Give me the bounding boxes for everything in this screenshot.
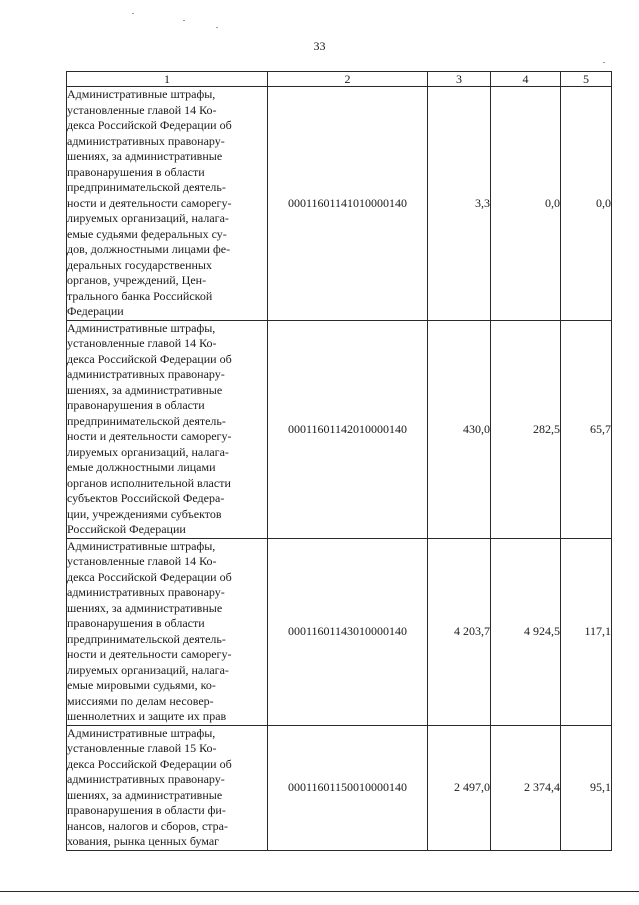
table-row (67, 87, 612, 321)
description-line: предпринимательской деятель- (67, 631, 226, 646)
description-line: Федерации (67, 304, 124, 318)
description-line: деральных государственных (67, 257, 212, 272)
description-line: декса Российской Федерации об (67, 569, 232, 584)
budget-classification-code: 00011601143010000140 (268, 538, 428, 725)
value-column-3: 3,3 (428, 87, 491, 321)
budget-classification-code: 00011601142010000140 (268, 320, 428, 538)
row-description (67, 320, 268, 538)
table-row (67, 320, 612, 538)
description-line: емые должностными лицами (67, 460, 216, 474)
row-description (67, 538, 268, 725)
value-column-4: 4 924,5 (491, 538, 561, 725)
page-number: 33 (313, 39, 326, 53)
description-line: декса Российской Федерации об (67, 351, 232, 366)
description-line: лируемых организаций, налага- (67, 211, 229, 225)
description-line: установленные главой 14 Ко- (67, 336, 217, 350)
scan-speck (216, 27, 218, 28)
description-line: лируемых организаций, налага- (67, 444, 229, 459)
description-line: правонарушения в области (67, 398, 205, 412)
description-line: административных правонару- (67, 772, 225, 786)
value-column-5: 65,7 (561, 320, 612, 538)
scan-speck (603, 62, 605, 63)
table-header-row (67, 72, 612, 87)
revenue-table (66, 71, 612, 851)
value-column-5: 117,1 (561, 538, 612, 725)
scan-speck (183, 20, 185, 21)
description-line: Административные штрафы, (67, 320, 216, 335)
value-column-4: 0,0 (491, 87, 561, 321)
description-line: установленные главой 15 Ко- (67, 741, 217, 755)
description-line: органов, учреждений, Цен- (67, 273, 207, 287)
description-line: дов, должностными лицами фе- (67, 242, 231, 256)
description-line: хования, рынка ценных бумаг (67, 834, 220, 848)
description-line: органов исполнительной власти (67, 475, 231, 490)
budget-classification-code: 00011601150010000140 (268, 725, 428, 850)
description-line: декса Российской Федерации об (67, 756, 232, 771)
description-line: миссиями по делам несовер- (67, 693, 214, 708)
value-column-4: 282,5 (491, 320, 561, 538)
description-line: правонарушения в области (67, 164, 205, 179)
description-line: административных правонару- (67, 133, 225, 148)
scan-speck (132, 13, 134, 14)
description-line: предпринимательской деятель- (67, 413, 226, 428)
row-description (67, 725, 268, 850)
description-line: административных правонару- (67, 367, 225, 381)
description-line: Российской Федерации (67, 522, 186, 536)
description-line: шениях, за административные (67, 149, 223, 163)
description-line: установленные главой 14 Ко- (67, 554, 217, 568)
description-line: правонарушения в области фи- (67, 803, 226, 817)
description-line: лируемых организаций, налага- (67, 662, 229, 677)
description-line: шеннолетних и защите их прав (67, 709, 227, 723)
description-line: ности и деятельности саморегу- (67, 429, 232, 443)
value-column-5: 95,1 (561, 725, 612, 850)
row-description (67, 87, 268, 321)
description-line: правонарушения в области (67, 616, 205, 630)
description-line: Административные штрафы, (67, 538, 216, 553)
description-line: шениях, за административные (67, 787, 223, 802)
description-line: Административные штрафы, (67, 725, 216, 740)
description-line: ности и деятельности саморегу- (67, 195, 232, 210)
description-line: Административные штрафы, (67, 87, 216, 101)
scan-edge-line (0, 891, 639, 892)
value-column-4: 2 374,4 (491, 725, 561, 850)
description-line: шениях, за административные (67, 382, 223, 397)
table-row (67, 538, 612, 725)
description-line: декса Российской Федерации об (67, 118, 232, 132)
table-row (67, 725, 612, 850)
value-column-5: 0,0 (561, 87, 612, 321)
description-line: установленные главой 14 Ко- (67, 102, 217, 117)
description-line: шениях, за административные (67, 600, 223, 615)
description-line: ности и деятельности саморегу- (67, 647, 232, 661)
description-line: административных правонару- (67, 585, 225, 599)
description-line: емые мировыми судьями, ко- (67, 678, 216, 692)
description-line: емые судьями федеральных су- (67, 226, 227, 241)
column-header-5: 5 (561, 72, 612, 87)
column-header-4: 4 (491, 72, 561, 87)
value-column-3: 2 497,0 (428, 725, 491, 850)
column-header-1: 1 (67, 72, 268, 87)
value-column-3: 4 203,7 (428, 538, 491, 725)
description-line: нансов, налогов и сборов, стра- (67, 818, 228, 833)
description-line: субъектов Российской Федера- (67, 491, 225, 505)
description-line: ции, учреждениями субъектов (67, 506, 222, 521)
budget-classification-code: 00011601141010000140 (268, 87, 428, 321)
description-line: предпринимательской деятель- (67, 180, 226, 194)
description-line: трального банка Российской (67, 288, 213, 303)
column-header-3: 3 (428, 72, 491, 87)
column-header-2: 2 (268, 72, 428, 87)
value-column-3: 430,0 (428, 320, 491, 538)
